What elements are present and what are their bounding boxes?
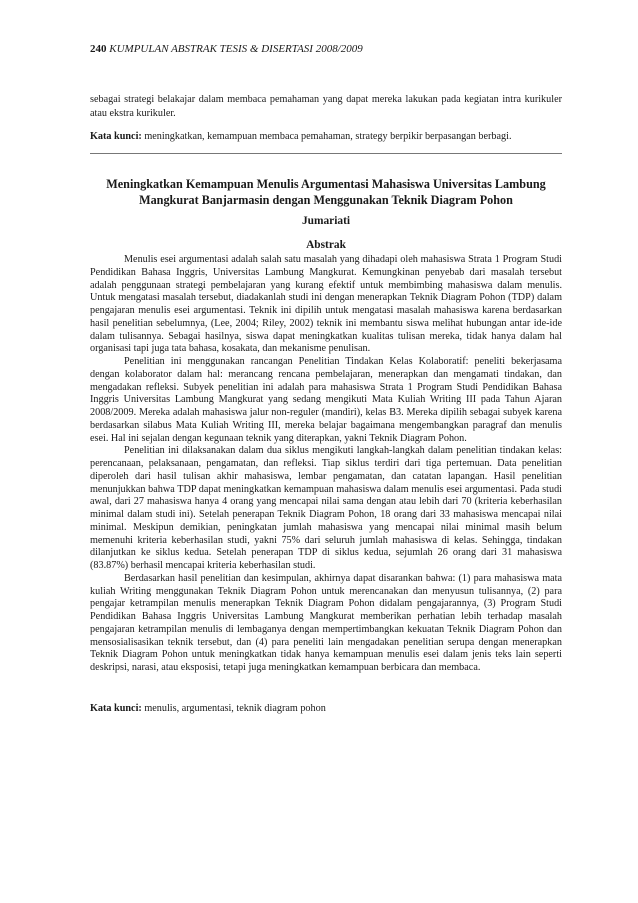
article-title (90, 176, 562, 208)
abstract-heading: Abstrak (306, 239, 346, 251)
abstract-paragraph: Penelitian ini menggunakan rancangan Penelitian Tindakan Kelas Kolaboratif: peneliti bekerjasama dengan kolaborator dalam hal: merancang rencana pembelajaran, menerapkan dan mengamati tindakan, dan mengadakan refleksi. Subyek penelitian ini adalah para mahasiswa Strata 1 Program Studi Pendidikan Bahasa Inggris Universitas Lambung Mangkurat yang sedang mengikuti Mata Kuliah Writing III pada Tahun Ajaran 2008/2009. Mereka adalah mahasiswa jalur non-reguler (mandiri), kelas B3. Mereka dipilih sebagai subyek karena berdasarkan silabus Mata Kuliah Writing III, mereka belajar bagaimana mengembangkan paragraf dan menulis esei. Hal ini sejalan dengan kegunaan teknik yang diterapkan, yakni Teknik Diagram Pohon. (90, 356, 562, 444)
author-name: Jumariati (301, 215, 351, 227)
previous-keywords-text: meningkatkan, kemampuan membaca pemahaman, strategy berpikir berpasangan berbagi. (144, 131, 512, 142)
keywords-text: menulis, argumentasi, teknik diagram pohon (144, 703, 326, 714)
abstract-body (90, 254, 562, 675)
abstract-paragraph: Berdasarkan hasil penelitian dan kesimpulan, akhirnya dapat disarankan bahwa: (1) para mahasiswa mata kuliah Writing menggunakan Teknik Diagram Pohon untuk merencanakan dan menyusun tulisannya, (2) para pengajar ketrampilan menulis menerapkan Teknik Diagram Pohon didalam pengajarannya, (3) Program Studi Pendidikan Bahasa Inggris Universitas Lambung Mangkurat memberikan perhatian lebih terhadap masalah pengajaran ketrampilan menulis di lembaganya dengan mempertimbangkan kekuatan Teknik Diagram Pohon dan mensosialisasikan teknik tersebut, dan (4) para peneliti lain mengadakan penelitian serupa dengan menerapkan Teknik Diagram Pohon untuk meningkatkan tidak hanya kemampuan menulis esei dalam jenis teks lain seperti deskripsi, narasi, atau eksposisi, tetapi juga meningkatkan kemampuan berbicara dan membaca. (90, 572, 562, 673)
previous-keywords-label: Kata kunci: (90, 131, 142, 142)
running-title: KUMPULAN ABSTRAK TESIS & DISERTASI 2008/2009 (109, 43, 363, 55)
section-divider (90, 153, 562, 154)
article-title-line-2: Mangkurat Banjarmasin dengan Menggunakan Teknik Diagram Pohon (139, 193, 513, 207)
keywords-label: Kata kunci: (90, 703, 142, 714)
abstract-paragraph: Penelitian ini dilaksanakan dalam dua siklus mengikuti langkah-langkah dalam penelitian tindakan kelas: perencanaan, pelaksanaan, pengamatan, dan refleksi. Tiap siklus terdiri dari tiga pertemuan. Data penelitian diperoleh dari hasil tulisan akhir mahasiswa, lembar pengamatan, dan catatan lapangan. Hasil penelitian menunjukkan bahwa TDP dapat meningkatkan kemampuan mahasiswa dalam menulis esei argumentasi. Pada studi awal, dari 27 mahasiswa hanya 4 orang yang mencapai nilai sama dengan atau lebih dari 70 (kriteria keberhasilan minimal dalam studi ini). Setelah penerapan Teknik Diagram Pohon, 18 orang dari 33 mahasiswa mencapai nilai minimal. Meskipun demikian, peningkatan jumlah mahasiswa yang mencapai nilai minimal masih belum memenuhi kriteria keberhasilan studi, yakni 75% dari seluruh jumlah mahasiswa di kelas. Sehingga, tindakan dilanjutkan ke siklus kedua. Setelah penerapan TDP di siklus kedua, sejumlah 26 orang dari 31 mahasiswa (83.87%) berhasil mencapai kriteria keberhasilan studi. (90, 445, 562, 571)
running-header (90, 43, 363, 55)
previous-abstract-ending: sebagai strategi belakajar dalam membaca pemahaman yang dapat mereka lakukan pada kegiatan intra kurikuler atau ekstra kurikuler. (90, 94, 562, 119)
abstract-paragraph: Menulis esei argumentasi adalah salah satu masalah yang dihadapi oleh mahasiswa Strata 1 Program Studi Pendidikan Bahasa Inggris, Universitas Lambung Mangkurat. Kemungkinan penyebab dari masalah tersebut adalah penggunaan strategi pembelajaran yang kurang efektif untuk membimbing mahasiswa dalam menulis. Untuk mengatasi masalah tersebut, diadakanlah studi ini dengan menerapkan Teknik Diagram Pohon (TDP) dalam pengajaran menulis esei argumentasi. Teknik ini dipilih untuk mengatasi masalah mahasiswa karena berdasarkan hasil penelitian sebelumnya, (Lee, 2004; Riley, 2002) teknik ini membantu siswa melihat hubungan antar ide-ide dalam tulisannya. Sebagai hasilnya, siswa dapat meningkatkan kualitas tulisan mereka, tidak hanya dalam hal organisasi tapi juga tata bahasa, kosakata, dan mekanisme penulisan. (90, 254, 562, 355)
article-title-line-1: Meningkatkan Kemampuan Menulis Argumentasi Mahasiswa Universitas Lambung (106, 177, 546, 191)
previous-keywords (90, 130, 562, 144)
keywords (90, 702, 562, 715)
page-number: 240 (90, 43, 107, 55)
